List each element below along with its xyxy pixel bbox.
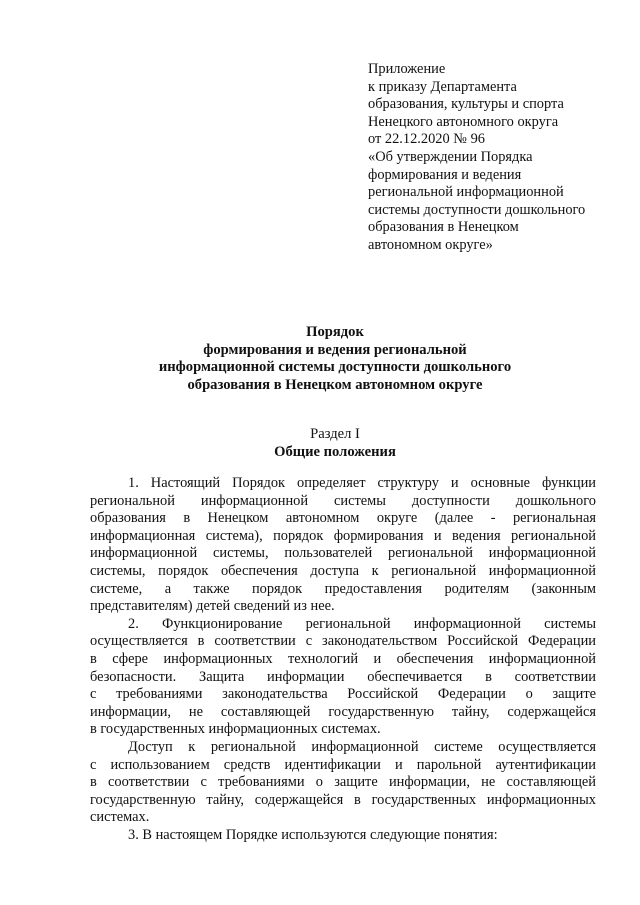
paragraph-line: с требованиями законодательства Российской Федерации о защите: [90, 686, 596, 703]
paragraph-line: 3. В настоящем Порядке используются следующие понятия:: [128, 826, 498, 843]
appendix-line: Ненецкого автономного округа: [368, 113, 559, 130]
paragraph-2: [90, 616, 596, 739]
appendix-block: [368, 61, 608, 255]
paragraph-line: информационная система), порядок формирования и ведения региональной: [90, 527, 596, 544]
paragraph-line: в соответствии с требованиями о защите информации, не составляющей: [90, 774, 596, 791]
paragraph-line: системы, порядок обеспечения доступа к региональной информационной: [90, 562, 596, 579]
paragraph-line: представителям) детей сведений из нее.: [90, 598, 335, 615]
paragraph-4: [90, 827, 596, 845]
appendix-line: образования в Ненецком: [368, 219, 519, 236]
document-title: [90, 324, 580, 394]
appendix-line: автономном округе»: [368, 236, 493, 253]
appendix-line: системы доступности дошкольного: [368, 201, 586, 218]
paragraph-line: безопасности. Защита информации обеспечивается в соответствии: [90, 668, 596, 685]
paragraph-line: информации, не составляющей государственную тайну, содержащейся: [90, 703, 596, 720]
appendix-line: к приказу Департамента: [368, 78, 517, 95]
paragraph-line: 2. Функционирование региональной информационной системы: [128, 615, 596, 632]
paragraph-line: образования в Ненецком автономном округе (далее - региональная: [90, 510, 596, 527]
paragraph-line: осуществляется в соответствии с законодательством Российской Федерации: [90, 633, 596, 650]
paragraph-line: информационной системы, пользователей региональной информационной: [90, 545, 596, 562]
section-label: Раздел I: [310, 426, 360, 442]
appendix-line: образования, культуры и спорта: [368, 96, 564, 113]
title-line: образования в Ненецком автономном округе: [187, 376, 483, 393]
paragraph-line: в сфере информационных технологий и обеспечения информационной: [90, 650, 596, 667]
paragraph-line: 1. Настоящий Порядок определяет структуру и основные функции: [128, 475, 596, 491]
paragraph-1: [90, 475, 596, 616]
paragraph-line: государственную тайну, содержащейся в государственных информационных: [90, 791, 596, 808]
paragraph-line: системе, а также порядок предоставления родителям (законным: [90, 580, 596, 597]
title-line: формирования и ведения региональной: [203, 341, 467, 358]
paragraph-line: с использованием средств идентификации и парольной аутентификации: [90, 756, 596, 773]
paragraph-line: региональной информационной системы доступности дошкольного: [90, 492, 596, 509]
appendix-line: региональной информационной: [368, 184, 564, 201]
section-title: Общие положения: [274, 444, 396, 460]
document-body: [90, 475, 596, 844]
appendix-line: «Об утверждении Порядка: [368, 148, 533, 165]
appendix-line: формирования и ведения: [368, 166, 522, 183]
appendix-line: от 22.12.2020 № 96: [368, 131, 485, 148]
title-line: Порядок: [306, 324, 364, 340]
title-line: информационной системы доступности дошкольного: [158, 359, 512, 376]
appendix-line: Приложение: [368, 61, 446, 77]
paragraph-line: системах.: [90, 809, 150, 826]
paragraph-line: Доступ к региональной информационной системе осуществляется: [128, 738, 596, 755]
paragraph-3: [90, 739, 596, 827]
paragraph-line: в государственных информационных системах.: [90, 721, 381, 738]
